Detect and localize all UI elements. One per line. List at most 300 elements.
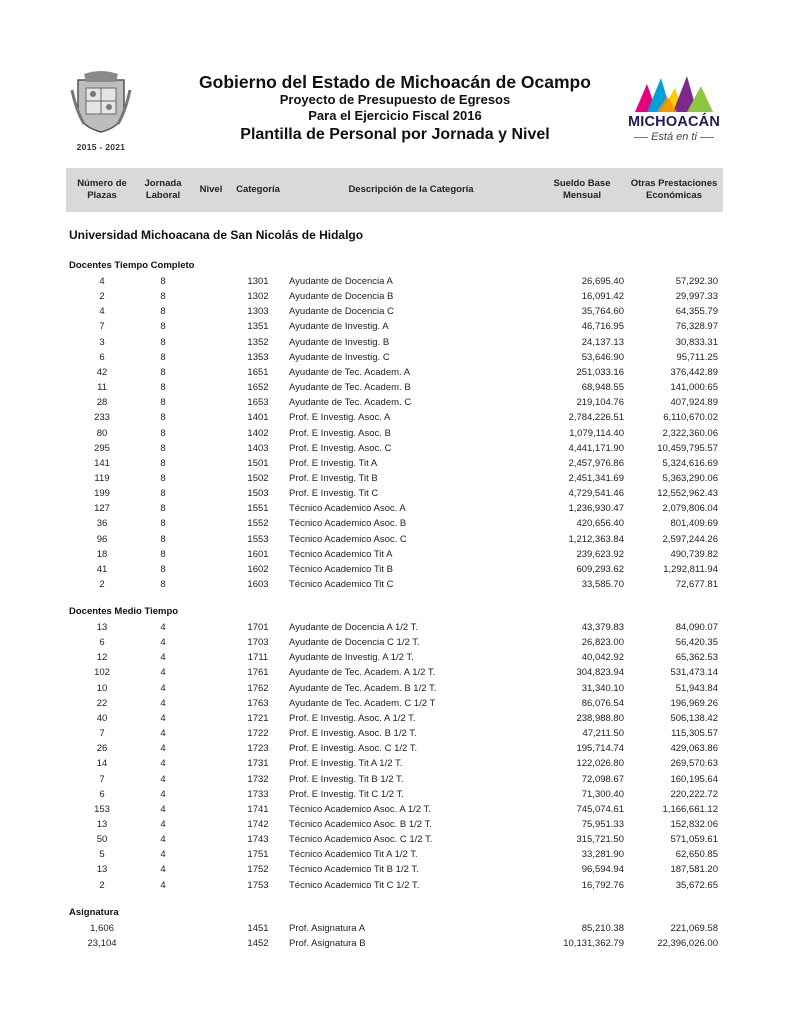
cell-categoria: 1722: [247, 728, 269, 740]
cell-sueldo: 4,729,541.46: [568, 488, 624, 500]
cell-otras: 35,672.65: [675, 879, 718, 891]
cell-sueldo: 31,340.10: [581, 682, 624, 694]
cell-plazas: 295: [94, 442, 110, 454]
table-header: [66, 168, 723, 212]
cell-sueldo: 251,033.16: [576, 366, 624, 378]
document-title: Gobierno del Estado de Michoacán de Ocampo: [199, 72, 591, 92]
col-header-plazas: Número de Plazas: [77, 178, 127, 201]
cell-descripcion: Ayudante de Investig. C: [289, 351, 390, 363]
cell-jornada: 8: [160, 336, 166, 348]
group-title: Asignatura: [69, 907, 119, 918]
table-row: [0, 274, 791, 289]
cell-otras: 95,711.25: [676, 351, 718, 363]
cell-categoria: 1452: [247, 938, 269, 950]
cell-categoria: 1552: [247, 518, 269, 530]
cell-plazas: 23,104: [87, 938, 117, 950]
cell-categoria: 1733: [247, 788, 269, 800]
table-row: [0, 711, 791, 726]
cell-otras: 56,420.35: [675, 637, 718, 649]
cell-otras: 152,832.06: [670, 818, 718, 830]
cell-otras: 30,833.31: [675, 336, 718, 348]
cell-otras: 65,362.53: [675, 652, 718, 664]
document-title-block: [160, 72, 630, 145]
cell-categoria: 1753: [247, 879, 269, 891]
table-row: [0, 395, 791, 410]
cell-jornada: 4: [160, 728, 166, 740]
cell-plazas: 14: [96, 758, 108, 770]
cell-otras: 6,110,670.02: [663, 412, 718, 424]
cell-jornada: 8: [160, 412, 166, 424]
cell-jornada: 4: [160, 834, 166, 846]
table-row: [0, 486, 791, 501]
cell-categoria: 1742: [247, 818, 269, 830]
cell-plazas: 6: [99, 788, 105, 800]
state-government-logo: [66, 70, 136, 156]
cell-otras: 506,138.42: [670, 712, 718, 724]
cell-otras: 376,442.89: [670, 366, 718, 378]
cell-descripcion: Técnico Academico Asoc. A: [289, 503, 406, 515]
cell-categoria: 1761: [247, 667, 269, 679]
cell-categoria: 1723: [247, 743, 269, 755]
cell-jornada: 4: [160, 773, 166, 785]
col-header-otras: Otras Prestaciones Económicas: [630, 178, 718, 201]
cell-jornada: 4: [160, 697, 166, 709]
cell-otras: 221,069.58: [670, 923, 718, 934]
cell-otras: 269,570.63: [670, 758, 718, 770]
cell-jornada: 4: [160, 682, 166, 694]
cell-descripcion: Ayudante de Tec. Academ. C: [289, 397, 412, 409]
table-row: [0, 635, 791, 650]
col-header-jornada: Jornada Laboral: [144, 178, 182, 201]
cell-descripcion: Prof. E Investig. Asoc. C 1/2 T.: [289, 743, 418, 755]
cell-jornada: 8: [160, 472, 166, 484]
cell-jornada: 4: [160, 667, 166, 679]
cell-sueldo: 35,764.60: [581, 306, 624, 318]
term-years: 2015 - 2021: [76, 142, 126, 152]
table-row: [0, 335, 791, 350]
cell-jornada: 8: [160, 366, 166, 378]
cell-categoria: 1501: [247, 457, 269, 469]
cell-descripcion: Ayudante de Tec. Academ. B: [289, 382, 411, 394]
table-row: [0, 681, 791, 696]
col-header-categoria: Categoría: [236, 184, 280, 195]
table-row: [0, 562, 791, 577]
cell-jornada: 4: [160, 879, 166, 891]
cell-categoria: 1731: [247, 758, 269, 770]
cell-plazas: 7: [99, 773, 105, 785]
cell-categoria: 1353: [247, 351, 269, 363]
cell-jornada: 4: [160, 849, 166, 861]
table-row: [0, 772, 791, 787]
cell-descripcion: Prof. E Investig. Asoc. B 1/2 T.: [289, 728, 417, 740]
cell-descripcion: Técnico Academico Asoc. A 1/2 T.: [289, 803, 431, 815]
cell-plazas: 3: [99, 336, 105, 348]
cell-otras: 407,924.89: [670, 397, 718, 409]
cell-otras: 12,552,962.43: [657, 488, 718, 500]
cell-otras: 5,324,616.69: [662, 457, 718, 469]
cell-descripcion: Prof. E Investig. Tit C: [289, 488, 379, 500]
cell-categoria: 1502: [247, 472, 269, 484]
cell-otras: 57,292.30: [675, 276, 718, 287]
cell-sueldo: 24,137.13: [581, 336, 624, 348]
cell-descripcion: Ayudante de Docencia A: [289, 276, 393, 287]
group-title: Docentes Tiempo Completo: [69, 260, 195, 271]
cell-jornada: 4: [160, 743, 166, 755]
table-row: [0, 365, 791, 380]
cell-descripcion: Ayudante de Docencia B: [289, 291, 394, 303]
cell-plazas: 102: [94, 667, 110, 679]
cell-otras: 62,650.85: [675, 849, 718, 861]
cell-sueldo: 1,212,363.84: [568, 533, 624, 545]
table-row: [0, 456, 791, 471]
cell-descripcion: Prof. E Investig. Tit B 1/2 T.: [289, 773, 404, 785]
table-row: [0, 756, 791, 771]
cell-otras: 196,969.26: [670, 697, 718, 709]
cell-otras: 10,459,795.57: [657, 442, 718, 454]
cell-plazas: 26: [96, 743, 108, 755]
cell-descripcion: Prof. E Investig. Asoc. C: [289, 442, 392, 454]
cell-descripcion: Ayudante de Tec. Academ. A: [289, 366, 411, 378]
table-row: [0, 501, 791, 516]
cell-jornada: 8: [160, 427, 166, 439]
cell-descripcion: Técnico Academico Tit C 1/2 T.: [289, 879, 420, 891]
cell-plazas: 4: [99, 306, 105, 318]
cell-sueldo: 46,716.95: [581, 321, 624, 333]
cell-sueldo: 86,076.54: [581, 697, 624, 709]
cell-sueldo: 315,721.50: [576, 834, 624, 846]
cell-categoria: 1553: [247, 533, 269, 545]
cell-plazas: 119: [94, 472, 110, 484]
cell-categoria: 1763: [247, 697, 269, 709]
cell-sueldo: 420,656.40: [576, 518, 624, 530]
table-row: [0, 696, 791, 711]
cell-otras: 571,059.61: [670, 834, 718, 846]
cell-descripcion: Ayudante de Investig. A 1/2 T.: [289, 652, 414, 664]
cell-plazas: 36: [96, 518, 108, 530]
cell-plazas: 13: [96, 622, 108, 633]
table-row: [0, 426, 791, 441]
cell-categoria: 1302: [247, 291, 269, 303]
cell-otras: 187,581.20: [670, 864, 718, 876]
cell-sueldo: 26,695.40: [581, 276, 624, 287]
cell-sueldo: 239,623.92: [576, 548, 624, 560]
cell-sueldo: 71,300.40: [581, 788, 624, 800]
table-row: [0, 516, 791, 531]
cell-plazas: 141: [94, 457, 110, 469]
document-subtitle-1: Proyecto de Presupuesto de Egresos: [279, 92, 511, 107]
table-row: [0, 350, 791, 365]
table-row: [0, 726, 791, 741]
table-row: [0, 878, 791, 893]
cell-otras: 5,363,290.06: [662, 472, 718, 484]
cell-descripcion: Ayudante de Tec. Academ. C 1/2 T: [289, 697, 436, 709]
cell-otras: 2,079,806.04: [662, 503, 718, 515]
cell-plazas: 13: [96, 818, 108, 830]
cell-jornada: 8: [160, 397, 166, 409]
cell-otras: 1,292,811.94: [663, 563, 718, 575]
cell-plazas: 42: [96, 366, 108, 378]
cell-categoria: 1651: [247, 366, 269, 378]
table-row: [0, 441, 791, 456]
cell-descripcion: Técnico Academico Asoc. C: [289, 533, 407, 545]
table-row: [0, 304, 791, 319]
cell-jornada: 4: [160, 758, 166, 770]
cell-sueldo: 4,441,171.90: [568, 442, 624, 454]
cell-plazas: 12: [96, 652, 108, 664]
cell-jornada: 8: [160, 503, 166, 515]
cell-descripcion: Ayudante de Tec. Academ. A 1/2 T.: [289, 667, 436, 679]
cell-sueldo: 2,784,226.51: [568, 412, 624, 424]
cell-plazas: 50: [96, 834, 108, 846]
cell-plazas: 6: [99, 351, 105, 363]
cell-otras: 1,166,661.12: [662, 803, 718, 815]
cell-descripcion: Prof. E Investig. Tit A 1/2 T.: [289, 758, 403, 770]
cell-plazas: 13: [96, 864, 108, 876]
institution-title: Universidad Michoacana de San Nicolás de Hidalgo: [69, 228, 364, 242]
cell-sueldo: 304,823.94: [576, 667, 624, 679]
cell-categoria: 1601: [247, 548, 269, 560]
brand-tagline: Está en ti: [621, 131, 727, 143]
brand-wordmark: MICHOACÁN: [627, 114, 720, 130]
cell-otras: 141,000.65: [670, 382, 718, 394]
cell-descripcion: Técnico Academico Asoc. C 1/2 T.: [289, 834, 433, 846]
cell-descripcion: Ayudante de Docencia C 1/2 T.: [289, 637, 420, 649]
cell-jornada: 8: [160, 321, 166, 333]
cell-jornada: 8: [160, 276, 166, 287]
cell-sueldo: 75,951.33: [581, 818, 624, 830]
cell-descripcion: Prof. E Investig. Asoc. B: [289, 427, 391, 439]
cell-plazas: 10: [96, 682, 108, 694]
table-row: [0, 319, 791, 334]
table-row: [0, 832, 791, 847]
table-row: [0, 817, 791, 832]
cell-descripcion: Técnico Academico Tit B 1/2 T.: [289, 864, 419, 876]
table-row: [0, 862, 791, 877]
cell-otras: 29,997.33: [675, 291, 718, 303]
cell-categoria: 1751: [247, 849, 269, 861]
cell-plazas: 5: [99, 849, 105, 861]
cell-categoria: 1701: [247, 622, 269, 633]
table-row: [0, 289, 791, 304]
cell-plazas: 18: [96, 548, 108, 560]
cell-descripcion: Prof. E Investig. Tit C 1/2 T.: [289, 788, 404, 800]
col-header-descripcion: Descripción de la Categoría: [348, 184, 474, 195]
cell-categoria: 1402: [247, 427, 269, 439]
cell-categoria: 1752: [247, 864, 269, 876]
cell-jornada: 4: [160, 712, 166, 724]
cell-descripcion: Ayudante de Tec. Academ. B 1/2 T.: [289, 682, 437, 694]
cell-categoria: 1451: [247, 923, 269, 934]
cell-sueldo: 33,585.70: [581, 579, 624, 590]
cell-jornada: 8: [160, 382, 166, 394]
document-subtitle-3: Plantilla de Personal por Jornada y Nivel: [240, 126, 550, 143]
cell-jornada: 8: [160, 563, 166, 575]
cell-jornada: 4: [160, 818, 166, 830]
cell-categoria: 1653: [247, 397, 269, 409]
cell-jornada: 8: [160, 442, 166, 454]
michoacan-brand-logo: [621, 74, 727, 146]
cell-sueldo: 122,026.80: [576, 758, 624, 770]
cell-plazas: 153: [94, 803, 110, 815]
cell-sueldo: 53,646.90: [581, 351, 624, 363]
cell-jornada: 8: [160, 306, 166, 318]
table-row: [0, 741, 791, 756]
table-row: [0, 665, 791, 680]
cell-sueldo: 40,042.92: [581, 652, 624, 664]
cell-jornada: 4: [160, 637, 166, 649]
cell-sueldo: 16,792.76: [581, 879, 624, 891]
cell-descripcion: Prof. E Investig. Asoc. A 1/2 T.: [289, 712, 416, 724]
cell-plazas: 41: [96, 563, 108, 575]
cell-categoria: 1551: [247, 503, 269, 515]
cell-categoria: 1352: [247, 336, 269, 348]
table-row: [0, 802, 791, 817]
cell-sueldo: 10,131,362.79: [563, 938, 624, 950]
document-subtitle-2: Para el Ejercicio Fiscal 2016: [308, 108, 482, 123]
cell-jornada: 4: [160, 788, 166, 800]
group-title: Docentes Medio Tiempo: [69, 606, 179, 617]
cell-plazas: 2: [99, 879, 105, 891]
cell-otras: 22,396,026.00: [657, 938, 718, 950]
cell-categoria: 1762: [247, 682, 269, 694]
cell-plazas: 7: [99, 728, 105, 740]
cell-categoria: 1602: [247, 563, 269, 575]
cell-descripcion: Ayudante de Docencia C: [289, 306, 394, 318]
cell-jornada: 4: [160, 864, 166, 876]
cell-plazas: 199: [94, 488, 110, 500]
cell-sueldo: 2,451,341.69: [568, 472, 624, 484]
cell-otras: 160,195.64: [670, 773, 718, 785]
cell-jornada: 8: [160, 518, 166, 530]
cell-descripcion: Prof. Asignatura B: [289, 938, 366, 950]
cell-categoria: 1303: [247, 306, 269, 318]
cell-categoria: 1721: [247, 712, 269, 724]
michoacan-brand-icon: [621, 74, 727, 114]
cell-plazas: 96: [96, 533, 108, 545]
cell-categoria: 1741: [247, 803, 269, 815]
cell-categoria: 1351: [247, 321, 269, 333]
cell-jornada: 8: [160, 548, 166, 560]
cell-sueldo: 26,823.00: [581, 637, 624, 649]
cell-sueldo: 2,457,976.86: [568, 457, 624, 469]
cell-jornada: 8: [160, 533, 166, 545]
cell-sueldo: 16,091.42: [581, 291, 624, 303]
table-row: [0, 847, 791, 862]
cell-categoria: 1301: [247, 276, 269, 287]
cell-jornada: 4: [160, 622, 166, 633]
cell-sueldo: 96,594.94: [581, 864, 624, 876]
cell-otras: 220,222.72: [670, 788, 718, 800]
cell-sueldo: 72,098.67: [581, 773, 624, 785]
col-header-nivel: Nivel: [199, 184, 223, 195]
cell-sueldo: 47,211.50: [582, 728, 624, 740]
cell-sueldo: 43,379.83: [581, 622, 624, 633]
cell-descripcion: Prof. Asignatura A: [289, 923, 366, 934]
cell-descripcion: Prof. E Investig. Asoc. A: [289, 412, 391, 424]
cell-categoria: 1403: [247, 442, 269, 454]
cell-plazas: 4: [99, 276, 105, 287]
cell-categoria: 1652: [247, 382, 269, 394]
cell-descripcion: Ayudante de Investig. A: [289, 321, 389, 333]
cell-jornada: 4: [160, 652, 166, 664]
cell-categoria: 1711: [247, 652, 269, 664]
cell-plazas: 11: [97, 382, 107, 394]
table-row: [0, 577, 791, 592]
cell-sueldo: 195,714.74: [576, 743, 624, 755]
cell-sueldo: 1,079,114.40: [569, 427, 624, 439]
cell-descripcion: Técnico Academico Tit A: [289, 548, 393, 560]
cell-sueldo: 1,236,930.47: [568, 503, 624, 515]
cell-otras: 429,063.86: [670, 743, 718, 755]
cell-sueldo: 609,293.62: [576, 563, 624, 575]
cell-descripcion: Ayudante de Investig. B: [289, 336, 390, 348]
table-row: [0, 620, 791, 635]
cell-jornada: 4: [160, 803, 166, 815]
table-row: [0, 650, 791, 665]
cell-descripcion: Técnico Academico Tit C: [289, 579, 394, 590]
cell-descripcion: Prof. E Investig. Tit A: [289, 457, 378, 469]
coat-of-arms-icon: [70, 70, 132, 134]
table-row: [0, 787, 791, 802]
cell-descripcion: Técnico Academico Asoc. B 1/2 T.: [289, 818, 432, 830]
cell-jornada: 8: [160, 351, 166, 363]
cell-otras: 72,677.81: [675, 579, 718, 590]
cell-sueldo: 238,988.80: [576, 712, 624, 724]
table-row: [0, 532, 791, 547]
cell-descripcion: Técnico Academico Asoc. B: [289, 518, 407, 530]
cell-categoria: 1732: [247, 773, 269, 785]
cell-otras: 531,473.14: [670, 667, 718, 679]
cell-plazas: 1,606: [90, 923, 114, 934]
cell-sueldo: 745,074.61: [576, 803, 624, 815]
cell-plazas: 28: [96, 397, 108, 409]
cell-otras: 115,305.57: [671, 728, 718, 740]
cell-otras: 801,409.69: [670, 518, 718, 530]
cell-plazas: 6: [99, 637, 105, 649]
cell-sueldo: 68,948.55: [581, 382, 624, 394]
table-row: [0, 380, 791, 395]
table-row: [0, 936, 791, 951]
cell-otras: 2,322,360.06: [662, 427, 718, 439]
cell-sueldo: 33,281.90: [581, 849, 624, 861]
cell-otras: 490,739.82: [670, 548, 718, 560]
cell-otras: 51,943.84: [675, 682, 718, 694]
cell-jornada: 8: [160, 579, 166, 590]
cell-jornada: 8: [160, 291, 166, 303]
cell-plazas: 2: [99, 291, 105, 303]
cell-descripcion: Técnico Academico Tit A 1/2 T.: [289, 849, 418, 861]
cell-plazas: 22: [96, 697, 108, 709]
cell-plazas: 80: [96, 427, 108, 439]
cell-categoria: 1703: [247, 637, 269, 649]
cell-descripcion: Técnico Academico Tit B: [289, 563, 394, 575]
cell-plazas: 233: [94, 412, 110, 424]
cell-categoria: 1603: [247, 579, 269, 590]
cell-otras: 84,090.07: [675, 622, 718, 633]
cell-descripcion: Ayudante de Docencia A 1/2 T.: [289, 622, 419, 633]
cell-sueldo: 219,104.76: [576, 397, 624, 409]
cell-sueldo: 85,210.38: [581, 923, 624, 934]
cell-otras: 2,597,244.26: [662, 533, 718, 545]
cell-jornada: 8: [160, 457, 166, 469]
col-header-sueldo: Sueldo Base Mensual: [553, 178, 611, 201]
cell-descripcion: Prof. E Investig. Tit B: [289, 472, 378, 484]
table-row: [0, 921, 791, 936]
cell-plazas: 7: [99, 321, 105, 333]
table-row: [0, 547, 791, 562]
table-row: [0, 410, 791, 425]
cell-categoria: 1743: [247, 834, 269, 846]
